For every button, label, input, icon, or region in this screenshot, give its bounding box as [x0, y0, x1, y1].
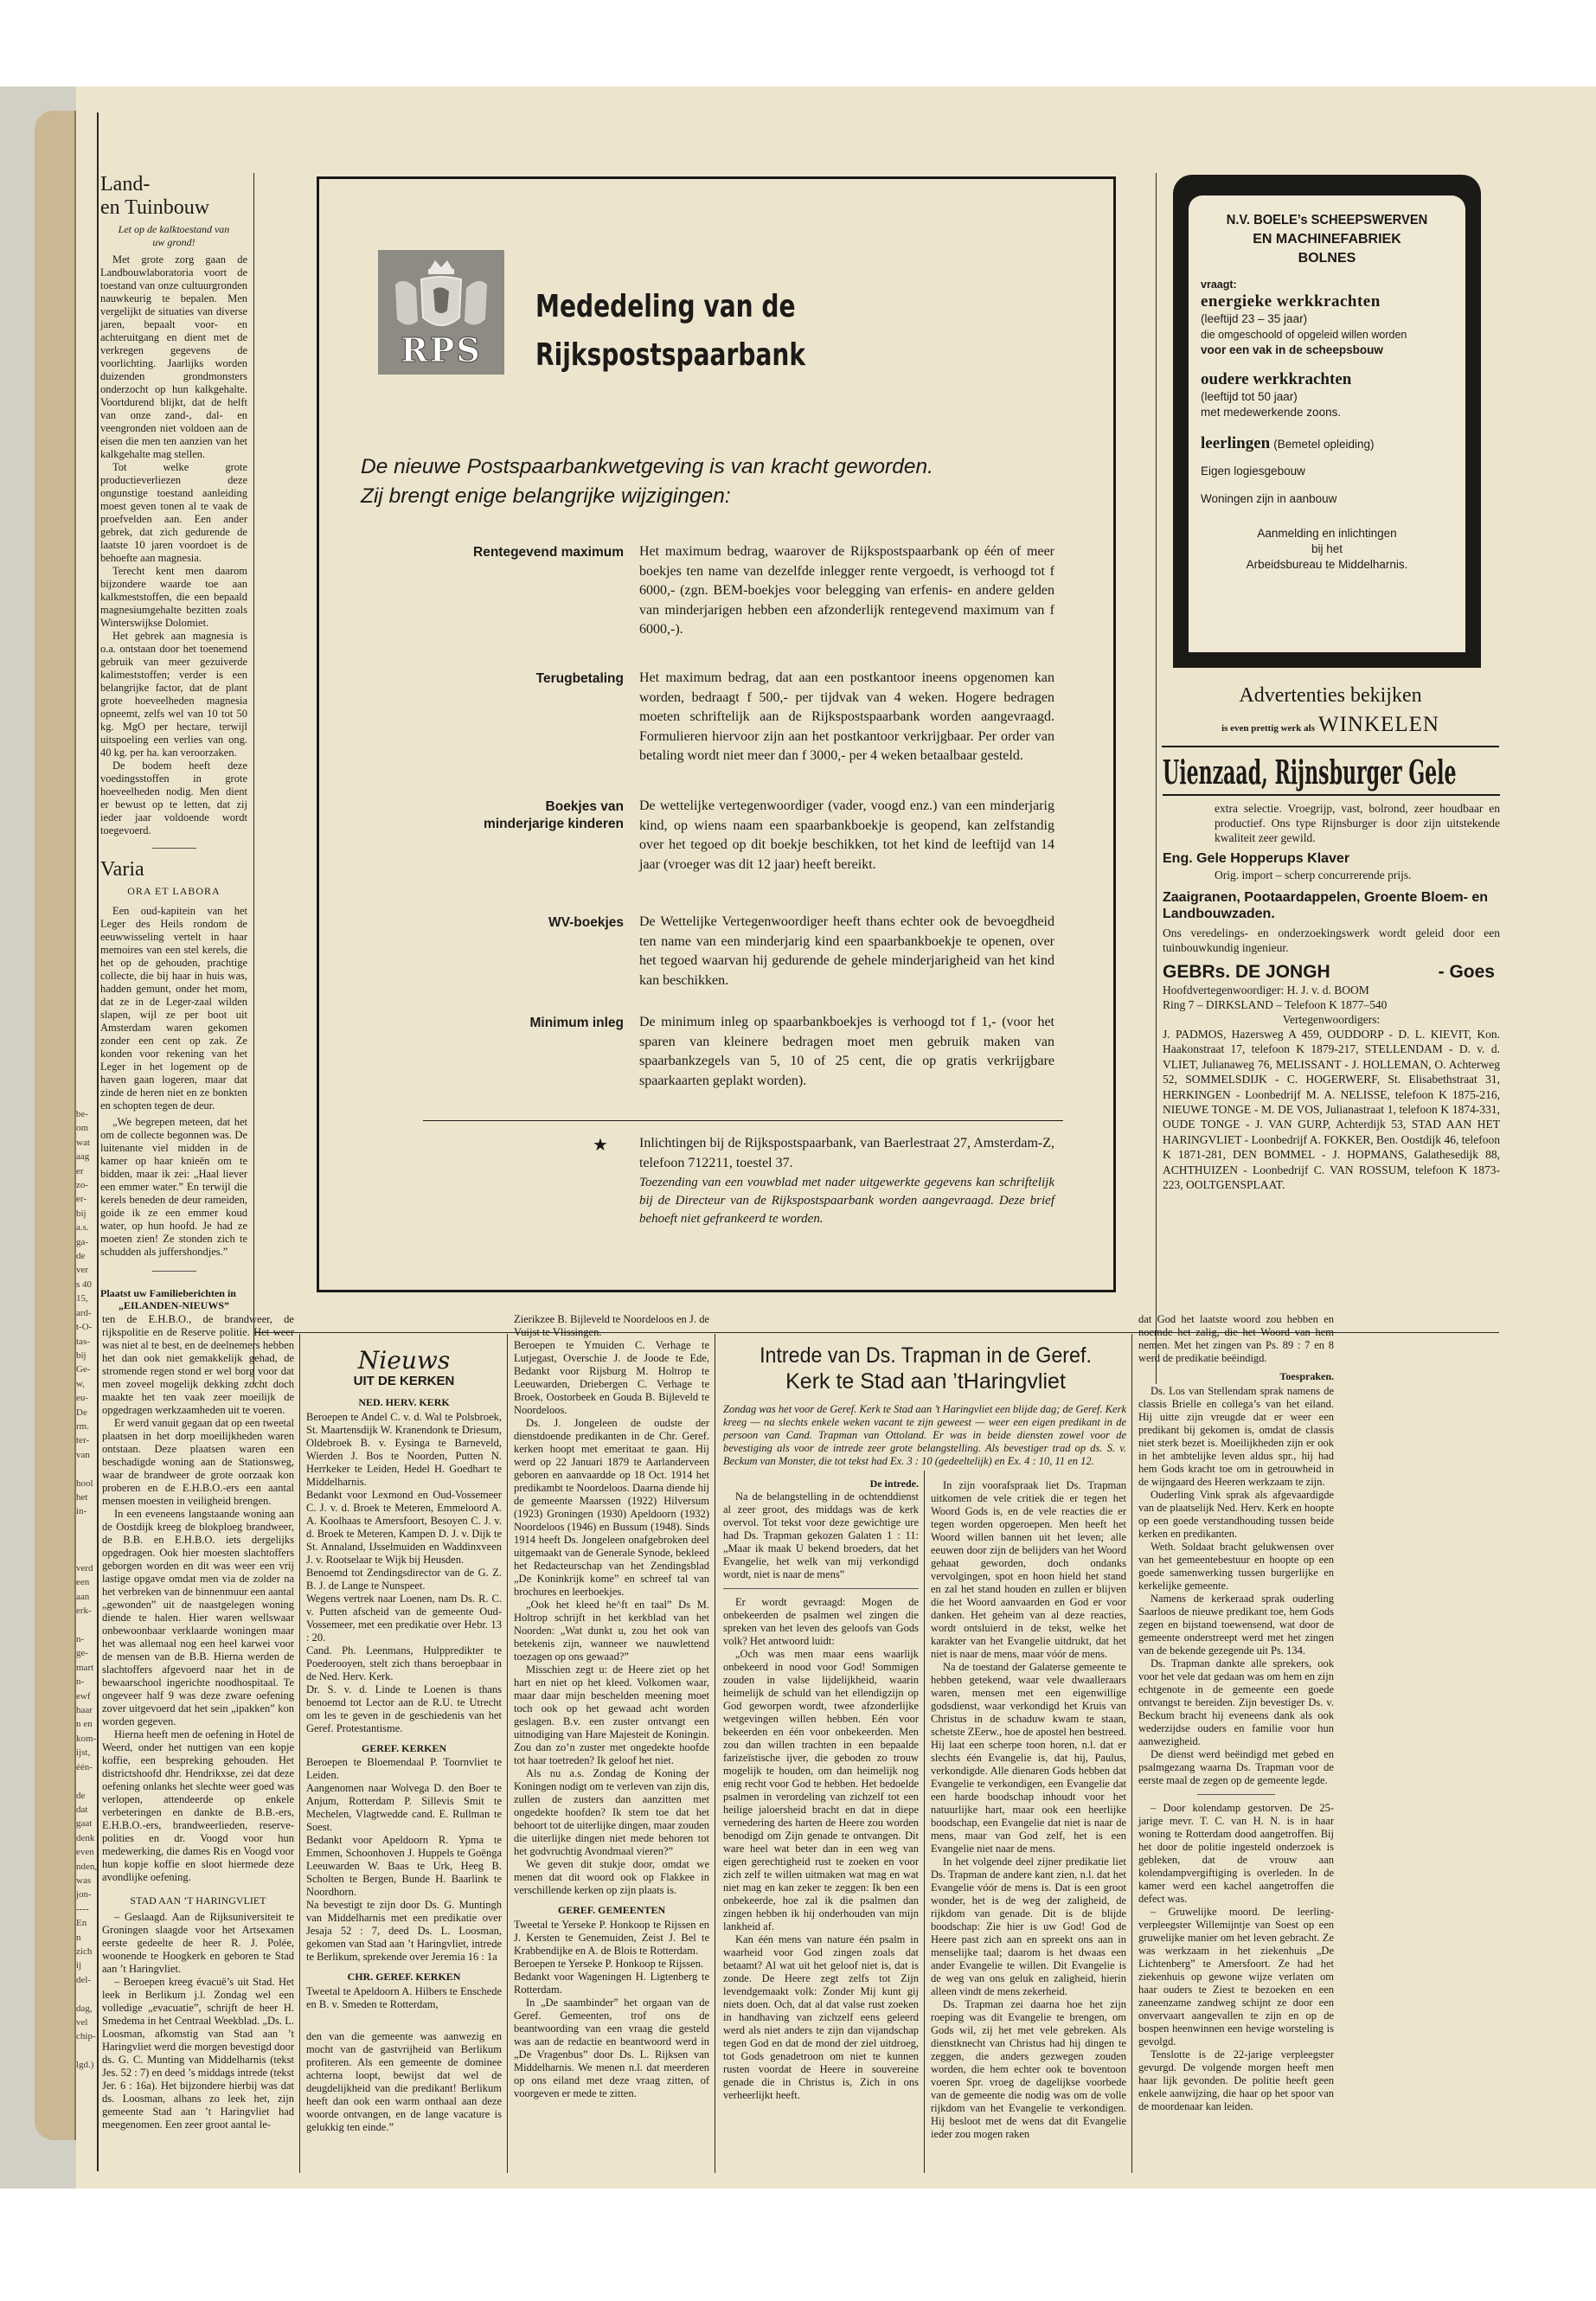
margin-fragment: kom- [76, 1733, 97, 1744]
margin-fragment: rm. [76, 1420, 89, 1432]
land-paragraph-2: Tot welke grote productieverliezen deze ongunstige toestand aanleiding moest geven tonen al te vaak de proefvelden aan. Een ander gebrek, dat zich gedurende de laatste 10 jaren voordoet is de behoefte aan magnesia. [100, 461, 247, 565]
margin-fragment [76, 1519, 95, 1533]
moord-p1: – Gruwelijke moord. De leerling-verpleegster Willemijntje van Soest op een gruwelijke manier om het leven gebracht. Ze was werkzaam in het ziekenhuis „De Lichtenberg” te Amersfoort. Ze had het ziekenhuis op gewone wijze verlaten om haar ouders te Ziest te bezoeken en een zaneenzame zandweg schijnt ze door een onvervaart aangevallen te zijn en op de bospen heenwinnen een hevige worsteling is gevolgd. [1138, 1905, 1334, 2048]
rps-label-boekjes: Boekjes van minderjarige kinderen [484, 799, 624, 831]
toespraken-p5: Namens de kerkeraad sprak ouderling Saarloos de nieuwe predikant toe, hem Gods zegen en bijstand toewensend, wat door de gemeente onderstreept werd met het zingen van de bekende gezegende uit Ps. 134. [1138, 1592, 1334, 1657]
margin-fragment: del- [76, 1974, 92, 1985]
intrede-column-2 [931, 1479, 1126, 2141]
kolendamp-p: – Door kolendamp gestorven. De 25-jarige mevr. T. C. van H. N. is in haar woning te Rotterdam dood aangetroffen. Bij het door de politie ingesteld onderzoek is gebleken, dat de vrouw aan kolendampvergiftiging is overleden. In de kamer werd een kachel aangetroffen die defect was. [1138, 1801, 1334, 1905]
margin-fragment: ge- [76, 1648, 89, 1659]
boele-aanmelding: Aanmelding en inlichtingen [1257, 527, 1397, 540]
boele-omgeschoold: die omgeschoold of opgeleid willen worden [1201, 329, 1407, 341]
boele-woningen: Woningen zijn in aanbouw [1201, 492, 1337, 505]
margin-fragment: even [76, 1847, 94, 1858]
stad-paragraph-2: – Beroepen kreeg évacuë’s uit Stad. Het leek in Berlikum j.l. Zondag wel een volledige „evacuatie”, schrijft de heer H. Smedema in het Centraal Weekblad. „Ds. L. Loosman, afkomstig van Stad aan ’t Haringvliet werd die morgen bevestigd door ds. G. C. Munting van Middelharnis (tekst Jes. 52 : 7) en deed ’s middags intrede (tekst Jer. 6 : 16a). Het bijzondere hierbij was dat ds. Loosman, alhans zo leek het, zijn gemeente Stad aan ’t Haringvliet had meegenomen. Een zeer groot aantal le- [102, 1975, 294, 2131]
de-jongh-advertisement [1163, 753, 1500, 1192]
jongh-selectie: extra selectie. Vroegrijp, vast, bolrond, zeer houdbaar en productief. Ons type Rijnsburger is door zijn uitstekende kwaliteit zeer gewild. [1215, 802, 1500, 844]
margin-fragment: eu- [76, 1393, 89, 1404]
jongh-zaaigranen: Zaaigranen, Pootaardappelen, Groente Bloem- en Landbouwzaden. [1163, 890, 1489, 921]
margin-fragment: tas- [76, 1336, 90, 1347]
oefening-paragraph-1: ten de E.H.B.O., de brandweer, de rijkspolitie en de Reserve politie. Het weer was niet al te best, en de deelnemers hebben het dan ook niet gemakkelijk gehad, de stromende regen stond er wel borg voor dat men zoveel mogelijk dekking zocht doch maakte het ten vaak zeer moeilijk de opgedragen werkzaamheden uit te voeren. [102, 1313, 294, 1416]
rps-intro-1: De nieuwe Postspaarbankwetgeving is van kracht geworden. [361, 455, 933, 478]
margin-fragment: n- [76, 1676, 85, 1688]
uienzaad-title: Uienzaad, Rijnsburger Gele [1163, 753, 1457, 792]
ned-herv-heading: NED. HERV. KERK [358, 1396, 450, 1408]
margin-fragment: dag, [76, 2003, 93, 2014]
rps-text-rentegevend: Het maximum bedrag, waarover de Rijkspostspaarbank op één of meer boekjes ten name van dezelfde inlegger rente vergoedt, is verhoogd tot f 6000,- (zgn. BEM-boekjes voor belegging van erfenis- en andere gelden van minderjarigen hebben een afzonderlijk rentegevend maximum van f 6000,-). [639, 544, 1054, 637]
jongh-import: Orig. import – scherp concurrerende prijs. [1215, 868, 1412, 881]
jongh-vertegenwoordigers: Vertegenwoordigers: [1282, 1013, 1381, 1026]
varia-paragraph-1: Een oud-kapitein van het Leger des Heils rondom de eeuwwisseling vertelt in haar memoires van een stel kerels, die het op de gehouden, prachtige collecte, die bij haar in huis was, hadden gemunt, onder het mom, dat ze in de Leger-zaal wilden slapen, wijl ze per boot uit Amsterdam waren gekomen zonder een cent op zak. Ze konden voor rekening van het Leger in het logement op de haven gaan logeren, maar dat zinde de heren niet en ze bonkten en schopten tegen de deur. [100, 904, 247, 1112]
newspaper-page [76, 87, 1596, 2189]
margin-fragment: ga- [76, 1236, 89, 1247]
margin-fragment [76, 1548, 95, 1561]
column-rule-4 [507, 1334, 508, 2173]
geref-p9: Beroepen te Yerseke P. Honkoop te Rijssen. [514, 1957, 704, 1970]
margin-fragment: ij [76, 1960, 82, 1971]
toespraken-p1: dat God het laatste woord zou hebben en noemde het zalig, die het Woord van hem nemen. Met het zingen van Ps. 89 : 7 en 8 werd de predikatie beëindigd. [1138, 1313, 1334, 1364]
margin-fragment: vel [76, 2017, 88, 2028]
kerken-p4: Wegens vertrek naar Loenen, nam Ds. R. C. v. Putten afscheid van de gemeente Oud-Vossemeer, met een predikatie over Hebr. 13 : 20. [306, 1592, 502, 1644]
land-subtitle: Let op de kalktoestand van uw grond! [118, 223, 230, 248]
star-icon: ★ [593, 1136, 608, 1155]
geref-p10: Bedankt voor Wageningen H. Ligtenberg te Rotterdam. [514, 1970, 709, 1996]
boele-inner [1189, 195, 1465, 652]
margin-fragment: lgd.) [76, 2060, 94, 2071]
geref-p2: Beroepen te Ymuiden C. Verhage te Lutjegast, Overschie J. de Joode te Ede, Bedankt voor Rijsburg M. Holtrop te Leeuwarden, Driebergen C. Verhage te Broek, Oostorbeek en Gouda B. Bijleveld te Noordeloos. [514, 1339, 709, 1416]
jongh-lijst: J. PADMOS, Hazersweg A 459, OUDDORP - D. L. KIEVIT, Kon. Haakonstraat 17, telefoon K 1879-217, STELLENDAM - D. v. d. VLIET, Julianaweg 76, MELISSANT - J. HOLLEMAN, O. Achterweg 52, SOMMELSDIJK - C. HOGERWERF, St. Elisabethstraat 31, HERKINGEN - Loonbedrijf M. A. NELISSE, telefoon K 1875-216, NIEUWE TONGE - M. DE VOS, Julianastraat 1, telefoon K 1874-331, OUDE TONGE - J. VAN GURP, Achterdijk 53, STAD AAN HET HARINGVLIET - Loonbedrijf A. FOKKER, Ben. Oostdijk 46, telefoon K 1871-281, DEN BOMMEL - J. HOPMANS, Galathesedijk 88, ACHTHUIZEN - Loonbedrijf C. VAN ROSSUM, telefoon K 1873-223, OOLTGENSPLAAT. [1163, 1028, 1500, 1192]
kerken-p5: Cand. Ph. Leenmans, Hulppredikter te Poederooyen, stelt zich thans beroepbaar in de Ned. Herv. Kerk. [306, 1644, 502, 1682]
land-title-2: en Tuinbouw [100, 196, 210, 219]
margin-fragment: dat [76, 1804, 88, 1815]
margin-fragment: bij [76, 1349, 87, 1361]
margin-fragment: be- [76, 1109, 89, 1119]
boele-oudere: oudere werkkrachten [1201, 370, 1352, 388]
toespraken-p4: Weth. Soldaat bracht gelukwensen over van het gemeentebestuur en hoopte op een goede samenwerking tussen burgerlijke en kerkelijke gemeente. [1138, 1540, 1334, 1592]
kerken-column [306, 1348, 502, 2134]
rps-info: Inlichtingen bij de Rijkspostspaarbank, van Baerlestraat 27, Amsterdam-Z, telefoon 712211, toestel 37. [639, 1136, 1054, 1170]
margin-fragment [76, 1987, 95, 2001]
column-rule-6 [924, 1471, 925, 2173]
margin-fragments [76, 1107, 98, 2073]
land-paragraph-3: Terecht kent men daarom bijzondere waarde toe aan kalkmeststoffen, die een bepaald magnesiumgehalte bezitten zoals Winterswijkse Dolomiet. [100, 565, 247, 630]
margin-fragment: een [76, 1577, 90, 1588]
margin-fragment: hool [76, 1477, 93, 1489]
boele-energieke: energieke werkkrachten [1201, 292, 1381, 311]
kerken-p9: Bedankt voor Apeldoorn R. Ypma te Emmen, Schoonhoven J. Huppels te Goënga Leeuwarden W. Baas te Urk, Heeg B. Scholten te Bergen, Bunde H. Baarlink te Noordhorn. [306, 1834, 502, 1899]
margin-fragment: aag [76, 1151, 90, 1163]
margin-fragment: n- [76, 1634, 85, 1645]
boele-title-1: N.V. BOELE’s SCHEEPSWERVEN [1226, 213, 1428, 228]
margin-fragment: het [76, 1491, 88, 1503]
boele-zoons: met medewerkende zoons. [1201, 406, 1342, 419]
intrede-divider [723, 1588, 919, 1589]
oefening-column [102, 1313, 294, 2131]
margin-fragment: ewf [76, 1690, 91, 1702]
geref-p3: Ds. J. Jongeleen de oudste der dienstdoende predikanten in de Chr. Geref. kerken hoopt met emeritaat te gaan. Hij werd op 22 Januari 1879 te Aarlanderveen geboren en aanvaardde op 18 Oct. 1914 het predikambt te Noordeloos. Daarna diende hij de gemeente Maarssen (1922) Hilversum (1923) Groningen (1930) Apeldoorn (1932) Noordeloos (1946) en Bussum (1948). Sinds 1914 heeft Ds. Jongeleen onafgebroken deel uitgemaakt van de Generale Synode, bekleed het Redacteurschap van het Zendingsblad „De Koninkrijk kome” en schreef tal van brochures en leerboekjes. [514, 1417, 709, 1598]
margin-fragment: de [76, 1790, 86, 1801]
margin-fragment: ver [76, 1265, 89, 1276]
intrede-b3: In het volgende deel zijner predikatie liet Ds. Trapman de andere kant zien, n.l. dat het Evangelie vóór de mens is. Dat is een groot wonder, het is de weg der zaligheid, de rijkdom van genade. Dit is de blijde boodschap: Zie hier is uw God! God de Heere past zich aan en spreekt ons aan in menselijke taal; daarom is het dwaas een ander Evangelie te willen. Dit Evangelie is de weg van ons geluk en zaligheid, hierin alleen vindt de mens zekerheid. [931, 1856, 1126, 1997]
margin-fragment: t-O- [76, 1322, 93, 1333]
varia-divider [152, 1271, 196, 1272]
rps-text-boekjes: De wettelijke vertegenwoordiger (vader, voogd enz.) van een minderjarig kind, op wiens naam een spaarbankboekje is geopend, kan zelfstandig over het tegoed op dit boekje beschikken, tot het kind de leeftijd van 14 jaar (vroeger was dit 12 jaar) heeft bereikt. [639, 798, 1054, 872]
varia-title: Varia [100, 858, 144, 881]
rps-logo-letters: RPS [401, 330, 482, 369]
adv-rule [1162, 746, 1499, 747]
margin-fragment: de [76, 1251, 86, 1262]
stad-paragraph-1: – Geslaagd. Aan de Rijksuniversiteit te Groningen slaagde voor het Artsexamen eerste gedeelte de heer R. J. Polée, woonende te Hoogkerk en geboren te Stad aan ’t Haringvliet. [102, 1910, 294, 1975]
boele-bij-het: bij het [1311, 542, 1343, 555]
toespraken-column [1138, 1313, 1334, 2113]
land-en-tuinbouw-section [100, 173, 247, 1312]
toespraken-heading: Toespraken. [1279, 1370, 1334, 1382]
rps-label-rentegevend: Rentegevend maximum [473, 545, 624, 560]
uit-de-kerken: UIT DE KERKEN [353, 1374, 455, 1388]
margin-fragment: 15, [76, 1293, 88, 1304]
kerken-p7: Beroepen te Bloemendaal P. Toornvliet te Leiden. [306, 1756, 502, 1782]
margin-fragment: haar [76, 1705, 93, 1716]
jongh-ring: Ring 7 – DIRKSLAND – Telefoon K 1877–540 [1163, 998, 1388, 1011]
geref-p6: Als nu a.s. Zondag de Koning der Koningen nodigt om te verleven van zijn dis, zullen de zusters dan aanzitten met ongedekte hoofden? Ik stem toe dat het behoort tot de uiterlijke dingen, maar zouden die uiterlijke dingen niet mede behoren tot het godvruchtig Avondmaal vieren?” [514, 1767, 709, 1857]
land-divider [152, 848, 196, 849]
column-rule-3 [299, 1334, 300, 2173]
boele-leerlingen-row [1201, 434, 1453, 453]
geref-p11: In „De saambinder” het orgaan van de Geref. Gemeenten, trof ons de beantwoording van een vraag die gesteld was aan de redactie en beantwoord werd in „De Vragenbus” door Ds. L. Rijksen van Middelharnis. We menen n.l. dat meerderen op ons eiland met deze vraag zitten, of voorgeven er mede te zitten. [514, 1996, 709, 2099]
boele-scheepsbouw: voor een vak in de scheepsbouw [1201, 343, 1383, 356]
margin-fragment: zo- [76, 1180, 89, 1191]
toespraken-divider [1197, 1794, 1275, 1795]
kerken-p3: Benoemd tot Zendingsdirector van de G. Z. B. J. de Lange te Nunspeet. [306, 1566, 502, 1592]
rps-intro-2: Zij brengt enige belangrijke wijzigingen: [361, 484, 731, 508]
margin-fragment: De [76, 1407, 87, 1418]
geref-column [514, 1313, 709, 2100]
jongh-veredeling: Ons veredelings- en onderzoekingswerk wordt geleid door een tuinbouwkundig ingenieur. [1163, 926, 1500, 954]
margin-fragment: gaat [76, 1818, 93, 1830]
margin-fragment: om [76, 1123, 89, 1134]
intrede-a1: Na de belangstelling in de ochtenddienst al zeer groot, des middags was de kerk overvol. Tot tekst voor deze gewichtige ure had Ds. Trapman gekozen Galaten 1 : 11: „Maar ik maak U bekend broeders, dat het Evangelie, het welk van mij verkondigd wordt, niet is naar de mens” [723, 1490, 919, 1580]
margin-fragment: bij [76, 1208, 87, 1219]
familieberichten-notice-1: Plaatst uw Familieberichten in [100, 1286, 236, 1299]
intrede-lead: Zondag was het voor de Geref. Kerk te Stad aan ’t Haringvliet een blijde dag; de Geref. Kerk kreeg — na slechts enkele weken vacant te zijn geweest — weer een eigen predikant in de persoon van Cand. Trapman van Ottoland. Er was in beide diensten zowel voor de bevestiging als voor de intrede zeer grote belangstelling. Als bevestiger trad op ds. S. v. Beckum van Monster, die tot tekst had Ex. 3 : 10 (gedeeltelijk) en Ex. 4 : 10, 11 en 12. [723, 1403, 1126, 1467]
rps-title-2: Rijkspostspaarbank [535, 337, 806, 373]
margin-fragment: erk- [76, 1606, 92, 1617]
margin-fragment: in- [76, 1506, 87, 1517]
margin-fragment [76, 1774, 95, 1788]
margin-fragment: mart [76, 1662, 94, 1673]
intrede-subhead: De intrede. [869, 1477, 919, 1490]
rps-separator [423, 1120, 1063, 1121]
adv-line-2a: is even prettig werk als [1221, 723, 1316, 734]
geref-p8: Tweetal te Yerseke P. Honkoop te Rijssen en J. Kersten te Genemuiden, Zeist J. Bel te Krabbendijke en A. de Blois te Rotterdam. [514, 1918, 709, 1957]
margin-fragment: ---- [76, 1903, 89, 1914]
margin-fragment: jon- [76, 1889, 92, 1900]
margin-fragment: n en [76, 1719, 93, 1730]
rps-label-terugbetaling: Terugbetaling [535, 671, 624, 686]
oefening-paragraph-2: Er werd vanuit gegaan dat op een tweetal plaatsen in het dorp moeilijkheden waren ontstaan. Deze plaatsen waren een beschadigde woning aan de Stationsweg, waar de brandweer de grote oorzaak kon proberen en de E.H.B.O.-ers een aantal mensen moesten in veiligheid brengen. [102, 1417, 294, 1507]
intrede-b1: In zijn voorafspraak liet Ds. Trapman uitkomen de vele critiek die er tegen het Woord Gods is, en de vele reacties die er tegen worden opgeroepen. Men heeft het Woord willen bannen uit het leven; alle eeuwen door zijn de belijders van het Woord gehaat geworden, doch ondanks vervolgingen, spot en hoon hield het stand en zal het stand houden en zullen er blijven die het Woord aanvaarden en God er voor danken. Het geheim van al deze reacties, wordt ontsluierd in de tekst, welke het karakter van het Evangelie uitdrukt, dat het niet is naar de mens, maar vóór de mens. [931, 1479, 1126, 1660]
intrede-title-1: Intrede van Ds. Trapman in de Geref. [760, 1343, 1092, 1368]
geref-kerken-heading: GEREF. KERKEN [361, 1741, 447, 1754]
margin-fragment: er [76, 1165, 84, 1176]
advertenties-bekijken [1162, 683, 1499, 737]
rps-info-italic: Toezending van een vouwblad met nader uitgewerkte gegevens kan schriftelijk bij de Directeur van de Rijkspostspaarbank worden aangevraagd. Deze brief behoeft niet gefrankeerd te worden. [639, 1176, 1054, 1226]
margin-fragment: Ge- [76, 1364, 91, 1375]
adv-line-2b: WINKELEN [1318, 713, 1439, 736]
margin-fragment: van [76, 1449, 90, 1460]
margin-fragment: ard- [76, 1307, 92, 1318]
margin-fragment: wat [76, 1137, 90, 1148]
margin-fragment [76, 1462, 95, 1476]
oefening-paragraph-4: Hierna heeft men de oefening in Hotel de Weerd, onder het nuttigen van een kopje koffie, een bespreking gehouden. Het districtshoofd dhr. Hendrikxse, zei dat deze oefening onlanks het slechte weer goed was verlopen, attendeerde op enkele verbeteringen en dankte de B.B.-ers, E.H.B.O.-ers, brandweerlieden, reserve-polities en dr. Voogd voor hun medewerking, die dames Ris en Voogd voor hun kopje koffie en sloot hiermede deze avondlijke oefening. [102, 1728, 294, 1883]
toespraken-p3: Ouderling Vink sprak als afgevaardigde van de plaatselijk Ned. Herv. Kerk en hoopte op een goede verstandhouding tussen beide kerken en predikanten. [1138, 1488, 1334, 1540]
intrede-a4: Kan één mens van nature één psalm in waarheid voor God zingen zoals dat betaamt? Al wat uit het geloof niet is, dat is zonde. De Heere zegt zelfs tot Zijn levendgemaakt volk: Zonder Mij kunt gij niets doen. Och, dat al dat valse rust zoeken in handhaving van zichzelf eens geleerd werd als niet anders te zijn dan vijandschap tegen God en dat de mond der ziel uitdroeg, tot Gods genadetroon om niet te kunnen rusten voordat de Heere in souvereine genade die in Christus is, Zich in ons verheerlijkt heeft. [723, 1932, 919, 2101]
intrede-title-2: Kerk te Stad aan ’tHaringvliet [785, 1369, 1066, 1394]
rps-text-wv: De Wettelijke Vertegenwoordiger heeft thans echter ook de bevoegdheid ten name van een minderjarig kind een spaarbankboekje te openen, over het tegoed waarvan hij gedurende de gehele minderjarigheid van het kind kan beschikken. [639, 914, 1054, 988]
boele-logiesgebouw: Eigen logiesgebouw [1201, 465, 1305, 478]
familieberichten-notice-2: „EILANDEN-NIEUWS” [118, 1299, 230, 1312]
intrede-headline [720, 1343, 1131, 1394]
geref-p4: „Ook het kleed he^ft en taal” Ds M. Holtrop schrijft in het kerkblad van het Noorden: „Wat dunkt u, zou het ook van betekenis zijn, wanneer we nauwlettend toezagen op ons gewaad?” [514, 1599, 709, 1663]
column-rule-7 [1131, 1334, 1132, 2173]
land-paragraph-4: Het gebrek aan magnesia is o.a. ontstaan door het toenemend gebruik van meer gezuiverde kalimeststoffen; verder is een belangrijke factor, dat de plant grote hoeveelheden magnesia opneemt, zelfs wel van 10 tot 50 kg. MgO per hectare, terwijl uitspoeling een verlies van ong. 40 kg. per ha. kan veroorzaken. [100, 630, 247, 760]
margin-fragment: verd [76, 1563, 93, 1574]
kerken-p8: Aangenomen naar Wolvega D. den Boer te Anjum, Rotterdam P. Sillevis Smit te Mechelen, Vlagtwedde cand. E. Rullman te Soest. [306, 1782, 502, 1834]
jongh-goes: - Goes [1438, 962, 1495, 982]
margin-fragment [76, 2044, 95, 2058]
margin-fragment: aan [76, 1591, 90, 1602]
adv-line-1: Advertenties bekijken [1239, 684, 1422, 707]
column-rule-2 [1156, 173, 1157, 1384]
boele-title-2: EN MACHINEFABRIEK [1253, 232, 1401, 247]
geref-p7: We geven dit stukje door, omdat we menen dat dit woord ook op Flakkee in verschillende kerken op zijn plaats is. [514, 1858, 709, 1896]
intrede-b2: Na de toestand der Galaterse gemeente te hebben getekend, waar vele dwaalleraars waren, mensen met een eigenwillige godsdienst, waar verkondigd het Kruis van Christus in de schaduw kwam te staan, schetste ZEerw., hoe de apostel hen bestreed. Hij laat een scherpe toon horen, n.l. dat er slechts één Evangelie is, dat hij, Paulus, verkondigde. Alle dienaren Gods hebben dat Evangelie te verkondigen, een Evangelie dat een harde boodschap inhoudt voor het natuurlijke hart, maar ook een heerlijke boodschap, een Evangelie dat niet is naar de mens, maar van God zelf, het is een Evangelie niet naar de mens. [931, 1661, 1126, 1855]
land-paragraph-1: Met grote zorg gaan de Landbouwlaboratoria voort de toestand van onze cultuurgronden nauwkeurig te bepalen. Men vergelijkt de situaties van diverse jaren, bepaalt voor- en achteruitgang en dient met de verkregen gegevens de voorlichting. Jaarlijks worden duizenden grondmonsters onderzocht op hun kalkgehalte. Voortdurend blijkt, dat de helft van onze zand-, dal- en veengronden niet voldoen aan de eisen die men ten aanzien van het kalkgehalte mag stellen. [100, 253, 247, 461]
intrede-a3: „Och was men maar eens waarlijk onbekeerd in nood voor God! Sommigen zouden in valse lijdelijkheid, waarin heimelijk de schuld van het ellendigzijn op God geworpen wordt, twee afzonderlijke wetgevingen willen hebben. Eén voor bekeerden en één voor onbekeerden. Men zou dan willen trachten in een bepaalde farizeïstische ijver, die geboden zo trouw mogelijk te houden, om dan heimelijk nog enig recht voor God te hebben. Het bedoelde psalmen in verordeling van zichzelf tot een heilige jaloersheid bracht en dat in diepe vernedering des harten de Heere zou worden benodigd om Zijn genade te ontvangen. Dit ware heel wat beter dan in een weg van eigen gerechtigheid rust te zoeken en voor zich zelf te willen uitmaken wat mag en wat niet mag en kan zeker te zeggen: Ik ben een onbekeerde, hoe zal ik die psalmen dan zingen hebben ik hij onderhouden van mijn lankheid af. [723, 1647, 919, 1932]
moord-p2: Tenslotte is de 22-jarige verpleegster gevurgd. De volgende morgen heeft men haar lijk gevonden. De politie heeft geen enkele aanwijzing, die haar op het spoor van de moordenaar kan leiden. [1138, 2048, 1334, 2112]
kerken-p2: Bedankt voor Lexmond en Oud-Vossemeer C. J. v. d. Broek te Meteren, Emmeloord A. A. Koolhaas te Amersfoort, Besoyen C. J. v. d. Broek te Meteren, Kampen D. J. v. Dijk te St. Annaland, IJsselmuiden en Waddinxveen J. v. Rootselaar te Wijk bij Heusden. [306, 1488, 502, 1566]
boele-title-3: BOLNES [1298, 251, 1356, 266]
left-column-rule [97, 112, 99, 2171]
rps-advertisement [317, 176, 1116, 1292]
margin-fragment: ijst, [76, 1747, 91, 1759]
kerken-p12: den van die gemeente was aanwezig en mocht van de gastvrijheid van Berlikum profiteren. Als een gemeente de dominee achterna loopt, bewijst dat wel de deugdelijkheid van die predikant! Berlikum heeft dan ook een warm onthaal aan deze woorde ontvangen, en de lange vacature is gelukkig ten einde.” [306, 2029, 502, 2133]
toespraken-p2: Ds. Los van Stellendam sprak namens de classis Brielle en collega’s van het eiland. Hij uitte zijn vreugde dat er weer een predikant bij gekomen is, omdat de classis niet sterk bezet is. Moeilijkheden zijn er ook in het ambtelijke leven aldus spr., hij had hem Gods kracht toe om in getrouwheid in de wijngaard des Heeren werkzaam te zijn. [1138, 1384, 1334, 1488]
kerken-p10: Na bevestigt te zijn door Ds. G. Muntingh van Middelharnis met een predikatie over Jesaja 52 : 7, deed Ds. L. Loosman, gekomen van Stad aan ’t Haringvliet, intrede te Berlikum, sprekende over Jeremia 16 : 1a [306, 1899, 502, 1964]
margin-fragment: nden, [76, 1861, 98, 1872]
boele-advertisement [1173, 175, 1481, 668]
book-spine [35, 111, 77, 2140]
oefening-paragraph-3: In een eveneens langstaande woning aan de Oostdijk kreeg de blokploeg brandweer, de B.B. en E.H.B.O. iets dergelijks opgedragen. Ook hier moesten slachtoffers geborgen worden en dit was weer een vrij lastige opgave omdat men via de zolder na het verbreken van de binnenmuur een aantal „gewonden” uit de naastgelegen woning diende te halen. Hier waren wellswaar onbewoonbaar verklaarde woningen maar het was allemaal nog een heel karwei voor de mensen van de B.B. Hierna werden de slachtoffers afgevoerd naar het in de bewaarschool ingerichte noodhospitaal. Te ongeveer half 9 was deze zware oefening zover uitgevoerd dat het sein „ipakken” kon worden gegeven. [102, 1508, 294, 1727]
boele-leeftijd-2: (leeftijd tot 50 jaar) [1201, 390, 1298, 403]
stad-heading: STAD AAN ’T HARINGVLIET [130, 1894, 266, 1907]
boele-leeftijd-1: (leeftijd 23 – 35 jaar) [1201, 312, 1308, 325]
jongh-klaver: Eng. Gele Hopperups Klaver [1163, 851, 1350, 866]
toespraken-p7: De dienst werd beëindigd met gebed en psalmgezang waarna Ds. Trapman voor de eerste maal de zegen op de gemeente legde. [1138, 1747, 1334, 1786]
land-title-1: Land- [100, 173, 151, 195]
geref-p5: Misschien zegt u: de Heere ziet op het hart en niet op het kleed. Volkomen waar, maar daar mijn beschelden meening moet toch ook op het gewaad acht worden geslagen. B.v. een zuster ontvangt een uitnodiging van Hare Majesteit de Koningin. Zou dan zo’n zuster met ongedekte hoofde tot haar toetreden? Ik geloof het niet. [514, 1663, 709, 1766]
margin-fragment: één- [76, 1761, 93, 1772]
rps-title-1: Mededeling van de [535, 289, 796, 324]
varia-subtitle: ORA ET LABORA [127, 885, 221, 898]
margin-fragment: n zich [76, 1932, 93, 1957]
margin-fragment: s 40 [76, 1279, 93, 1290]
jongh-name: GEBRs. DE JONGH [1163, 962, 1330, 982]
margin-fragment: denk [76, 1832, 95, 1843]
intrede-column-1 [723, 1477, 919, 2102]
column-rule-1 [253, 173, 254, 1384]
adv-line-2 [1162, 713, 1499, 737]
margin-fragment: was [76, 1875, 92, 1886]
rps-label-minimum: Minimum inleg [529, 1016, 624, 1030]
margin-fragment [76, 1533, 95, 1547]
jongh-top-rule [1163, 794, 1500, 796]
margin-fragment: a.s. [76, 1222, 89, 1234]
varia-paragraph-2: „We begrepen meteen, dat het om de collecte begonnen was. De luitenante viel midden in de kamer op haar knieën om te bidden, maar ik zei: „Haal liever een emmer water.” En terwijl die kerels beneden de deur rameiden, goide ik ze een emmer koud water, op hun hoofd. Je had ze moeten zien! Ze stonden zich te schudden als juffershondjes.” [100, 1115, 247, 1258]
kerken-p11: Tweetal te Apeldoorn A. Hilbers te Enschede en B. v. Smeden te Rotterdam, [306, 1984, 502, 2010]
nieuws-title: Nieuws [357, 1346, 451, 1375]
intrede-a2: Er wordt gevraagd: Mogen de onbekeerden de psalmen wel zingen die spreken van het leven des geloofs van Gods volk? Het antwoord luidt: [723, 1595, 919, 1647]
toespraken-p6: Ds. Trapman dankte alle sprekers, ook voor het vele dat gedaan was om hem en zijn echtgenote in de gemeente een goede ontvangst te bereiden. Zijn bevestiger Ds. v. Beckum bracht hij eveneens dank als ook wederzijdse ouders en familie voor hun aanwezigheid. [1138, 1657, 1334, 1747]
kerken-p6: Dr. S. v. d. Linde te Loenen is thans benoemd tot Lector aan de R.U. te Utrecht om les te geven in de geschiedenis van het Geref. Protestantisme. [306, 1682, 502, 1734]
margin-fragment: w, [76, 1378, 85, 1389]
margin-fragment: ter- [76, 1435, 90, 1446]
margin-fragment: En [76, 1918, 87, 1929]
rps-logo [378, 250, 504, 375]
rps-text-minimum: De minimum inleg op spaarbankboekjes is verhoogd tot f 1,- (voor het sparen van kleinere bedragen moet men gebruik maken van spaarbankzegels van 5, 10 of 25 cent, die op gratis verkrijgbare spaarkaarten geplakt worden). [639, 1015, 1054, 1088]
geref-gemeenten-heading: GEREF. GEMEENTEN [557, 1904, 666, 1916]
jongh-hoofdvertegenwoordiger: Hoofdvertegenwoordiger: H. J. v. d. BOOM [1163, 984, 1369, 997]
rps-text-terugbetaling: Het maximum bedrag, dat aan een postkantoor ineens opgenomen kan worden, bedraagt f 500,- per tijdvak van 4 weken. Hogere bedragen moeten schriftelijk aan de Rijkspostspaarbank worden aangevraagd. Formulieren hiervoor zijn aan het postkantoor verkrijgbaar. Per order van betaling wordt niet meer dan f 3000,- per 4 weken betaalbaar gesteld. [639, 670, 1054, 763]
land-paragraph-5: De bodem heeft deze voedingsstoffen in grote hoeveelheden nodig. Men dient er bewust op te letten, dat zij ieder jaar voldoende wordt toegevoerd. [100, 760, 247, 837]
rps-label-wv: WV-boekjes [548, 915, 624, 930]
margin-fragment [76, 1618, 95, 1632]
jongh-name-row [1163, 962, 1500, 983]
geref-p1: Zierikzee B. Bijleveld te Noordeloos en J. de Vuijst te Vlissingen. [514, 1313, 709, 1338]
boele-vraagt: vraagt: [1201, 279, 1237, 291]
boele-leerlingen: leerlingen [1201, 434, 1271, 452]
boele-arbeidsbureau: Arbeidsbureau te Middelharnis. [1246, 558, 1408, 571]
margin-fragment: chip- [76, 2031, 96, 2042]
intrede-b4: Ds. Trapman zei daarna hoe het zijn roeping was dit Evangelie te brengen, om Gods wil, zij het met vele gebreken. Als dienstknecht van Christus had hij dingen te zeggen, die anders gezwegen zouden worden, die hem echter ook te boventoon voeren Spr. vroeg de dagelijkse voorbede van de gemeente die nodig was om de volle rijkdom van het Evangelie te verkondigen. Hij besloot met de wens dat dit Evangelie ieder zou mogen raken [931, 1998, 1126, 2140]
kerken-p1: Beroepen te Andel C. v. d. Wal te Polsbroek, St. Maartensdijk W. Kranendonk te Driesum, Oldebroek B. v. Eysinga te Barneveld, Wierden J. Bos te Noorden, Putten N. Herrkeker te Leiden, Hedel H. Goedhart te Middelharnis. [306, 1410, 502, 1488]
margin-fragment: er- [76, 1194, 87, 1205]
boele-opleiding: (Bemetel opleiding) [1273, 438, 1375, 451]
chr-geref-heading: CHR. GEREF. KERKEN [347, 1971, 461, 1984]
